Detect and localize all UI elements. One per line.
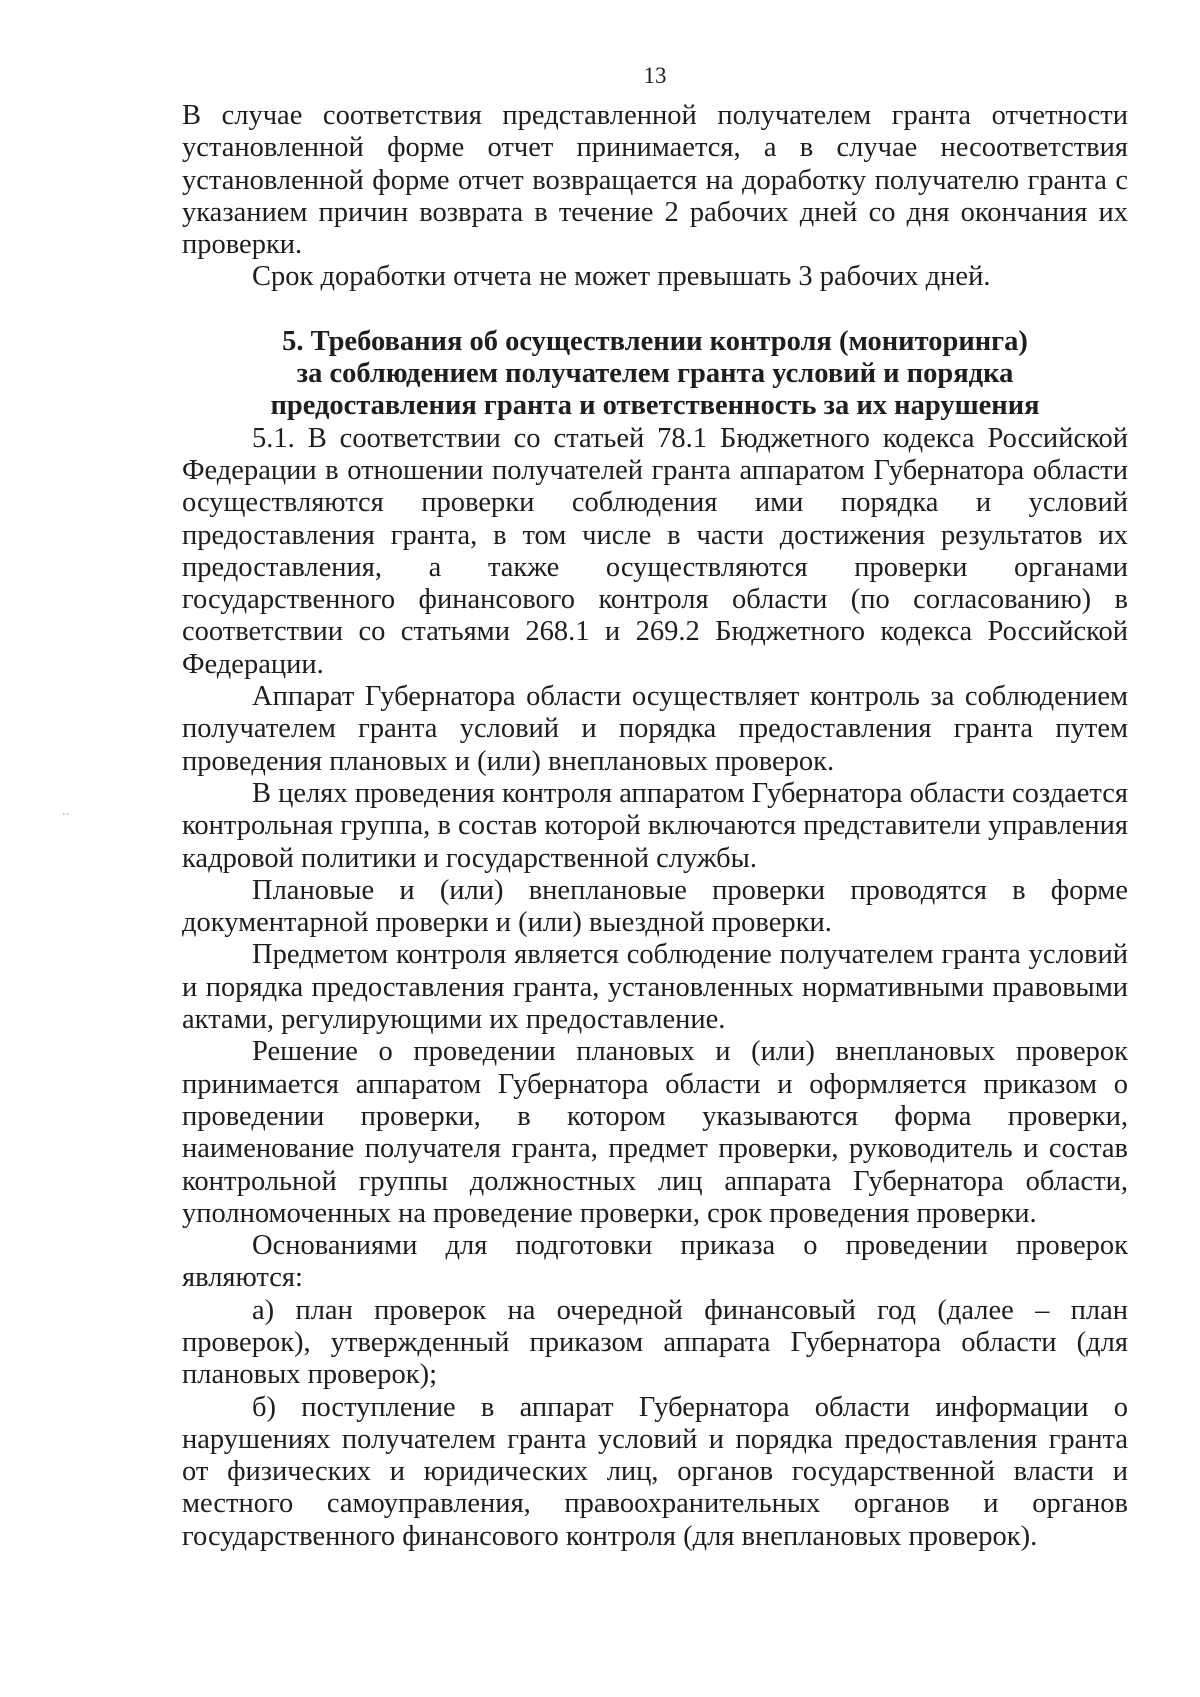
- section-heading: [182, 326, 1128, 423]
- page-number: 13: [643, 63, 667, 88]
- section-heading-line-1: 5. Требования об осуществлении контроля (мониторинга): [282, 325, 1028, 357]
- section-heading-line-2: за соблюдением получателем гранта условий и порядка: [296, 358, 1014, 390]
- paragraph-5-1: 5.1. В соответствии со статьей 78.1 Бюджетного кодекса Российской Федерации в отношении получателей гранта аппаратом Губернатора области осуществляются проверки соблюдения ими порядка и условий предоставления гранта, в том числе в части достижения результатов их предоставления, а также осуществляются проверки органами государственного финансового контроля области (по согласованию) в соответствии со статьями 268.1 и 269.2 Бюджетного кодекса Российской Федерации.: [182, 422, 1128, 680]
- document-body: [182, 100, 1128, 1553]
- paragraph-control: Аппарат Губернатора области осуществляет контроль за соблюдением получателем гранта условий и порядка предоставления гранта путем проведения плановых и (или) внеплановых проверок.: [182, 681, 1128, 777]
- paragraph-revision-term: Срок доработки отчета не может превышать 3 рабочих дней.: [252, 261, 991, 293]
- paragraph-grounds: Основаниями для подготовки приказа о проведении проверок являются:: [182, 1230, 1128, 1294]
- paragraph-inspection-forms: Плановые и (или) внеплановые проверки проводятся в форме документарной проверки и (или) выездной проверки.: [182, 874, 1128, 939]
- paragraph-control-subject: Предметом контроля является соблюдение получателем гранта условий и порядка предоставления гранта, установленных нормативными правовыми актами, регулирующими их предоставление.: [182, 939, 1128, 1036]
- paragraph-report-acceptance: В случае соответствия представленной получателем гранта отчетности установленной форме отчет принимается, а в случае несоответствия установленной форме отчет возвращается на доработку получателю гранта с указанием причин возврата в течение 2 рабочих дней со дня окончания их проверки.: [182, 100, 1128, 261]
- margin-mark: ..: [62, 804, 70, 818]
- section-heading-line-3: предоставления гранта и ответственность за их нарушения: [270, 390, 1040, 422]
- list-item-a: а) план проверок на очередной финансовый год (далее – план проверок), утвержденный приказом аппарата Губернатора области (для плановых проверок);: [182, 1294, 1128, 1391]
- paragraph-control-group: В целях проведения контроля аппаратом Губернатора области создается контрольная группа, в состав которой включаются представители управления кадровой политики и государственной службы.: [182, 777, 1128, 874]
- list-item-b: б) поступление в аппарат Губернатора области информации о нарушениях получателем гранта условий и порядка предоставления гранта от физических и юридических лиц, органов государственной власти и местного самоуправления, правоохранительных органов и органов государственного финансового контроля (для внеплановых проверок).: [182, 1391, 1128, 1552]
- paragraph-inspection-decision: Решение о проведении плановых и (или) внеплановых проверок принимается аппаратом Губернатора области и оформляется приказом о проведении проверки, в котором указываются форма проверки, наименование получателя гранта, предмет проверки, руководитель и состав контрольной группы должностных лиц аппарата Губернатора области, уполномоченных на проведение проверки, срок проведения проверки.: [182, 1036, 1128, 1229]
